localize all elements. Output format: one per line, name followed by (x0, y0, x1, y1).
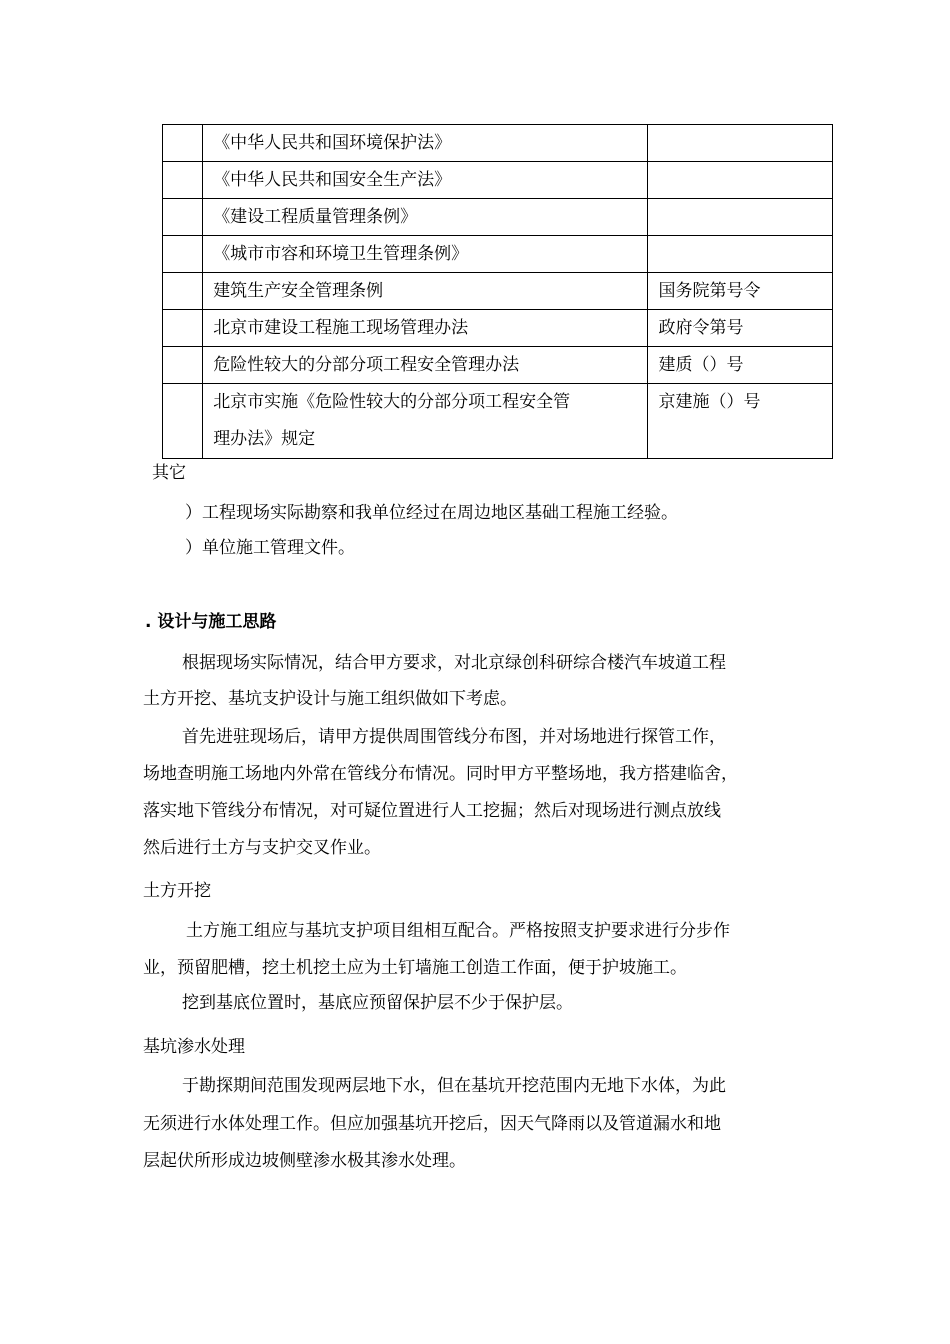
table-cell-reference: 国务院第号令 (648, 273, 833, 310)
table-cell-reference (648, 199, 833, 236)
paragraph-line: 首先进驻现场后，请甲方提供周围管线分布图，并对场地进行探管工作， (182, 727, 726, 747)
paragraph-line: 然后进行土方与支护交叉作业。 (143, 838, 381, 858)
table-cell-index (163, 236, 203, 273)
table-cell-reference (648, 162, 833, 199)
table-row (163, 273, 833, 310)
table-row (163, 310, 833, 347)
table-cell-reference (648, 236, 833, 273)
subheading-seepage: 基坑渗水处理 (143, 1037, 245, 1057)
table-cell-regulation (203, 384, 648, 459)
regulation-line: 理办法》规定 (213, 429, 316, 449)
table-cell-regulation: 《城市市容和环境卫生管理条例》 (203, 236, 648, 273)
table-cell-index (163, 125, 203, 162)
other-item: ）单位施工管理文件。 (185, 538, 355, 558)
paragraph-line: 场地查明施工场地内外常在管线分布情况。同时甲方平整场地，我方搭建临舍， (143, 764, 738, 784)
paragraph-line: 于勘探期间范围发现两层地下水，但在基坑开挖范围内无地下水体，为此 (182, 1076, 726, 1096)
paragraph-line: 根据现场实际情况，结合甲方要求，对北京绿创科研综合楼汽车坡道工程 (182, 653, 726, 673)
table-row (163, 347, 833, 384)
table-cell-reference: 建质（）号 (648, 347, 833, 384)
paragraph-line: 无须进行水体处理工作。但应加强基坑开挖后，因天气降雨以及管道漏水和地 (143, 1114, 721, 1134)
table-row (163, 125, 833, 162)
table-cell-index (163, 273, 203, 310)
table-cell-regulation: 《中华人民共和国环境保护法》 (203, 125, 648, 162)
table-cell-index (163, 347, 203, 384)
table-cell-index (163, 199, 203, 236)
paragraph-line: 土方开挖、基坑支护设计与施工组织做如下考虑。 (143, 689, 517, 709)
table-cell-regulation: 建筑生产安全管理条例 (203, 273, 648, 310)
regulations-table (162, 124, 833, 459)
paragraph-line: 业，预留肥槽，挖土机挖土应为土钉墙施工创造工作面，便于护坡施工。 (143, 958, 687, 978)
table-cell-regulation: 危险性较大的分部分项工程安全管理办法 (203, 347, 648, 384)
paragraph-line: 挖到基底位置时，基底应预留保护层不少于保护层。 (182, 993, 573, 1013)
regulation-line: 北京市实施《危险性较大的分部分项工程安全管 (213, 392, 571, 412)
table-cell-index (163, 310, 203, 347)
paragraph-line: 层起伏所形成边坡侧壁渗水极其渗水处理。 (143, 1151, 466, 1171)
table-cell-regulation: 《中华人民共和国安全生产法》 (203, 162, 648, 199)
table-cell-reference (648, 125, 833, 162)
table-cell-reference: 京建施（）号 (648, 384, 833, 459)
table-cell-regulation: 北京市建设工程施工现场管理办法 (203, 310, 648, 347)
table-cell-index (163, 384, 203, 459)
paragraph-line: 土方施工组应与基坑支护项目组相互配合。严格按照支护要求进行分步作 (186, 921, 730, 941)
table-row (163, 162, 833, 199)
table-cell-regulation: 《建设工程质量管理条例》 (203, 199, 648, 236)
section-title: . 设计与施工思路 (145, 612, 277, 632)
table-row (163, 199, 833, 236)
table-cell-index (163, 162, 203, 199)
other-heading: 其它 (152, 463, 186, 483)
table-cell-reference: 政府令第号 (648, 310, 833, 347)
table-row (163, 384, 833, 459)
subheading-earthwork: 土方开挖 (143, 881, 211, 901)
other-item: ）工程现场实际勘察和我单位经过在周边地区基础工程施工经验。 (185, 503, 678, 523)
table-row (163, 236, 833, 273)
paragraph-line: 落实地下管线分布情况，对可疑位置进行人工挖掘；然后对现场进行测点放线 (143, 801, 721, 821)
